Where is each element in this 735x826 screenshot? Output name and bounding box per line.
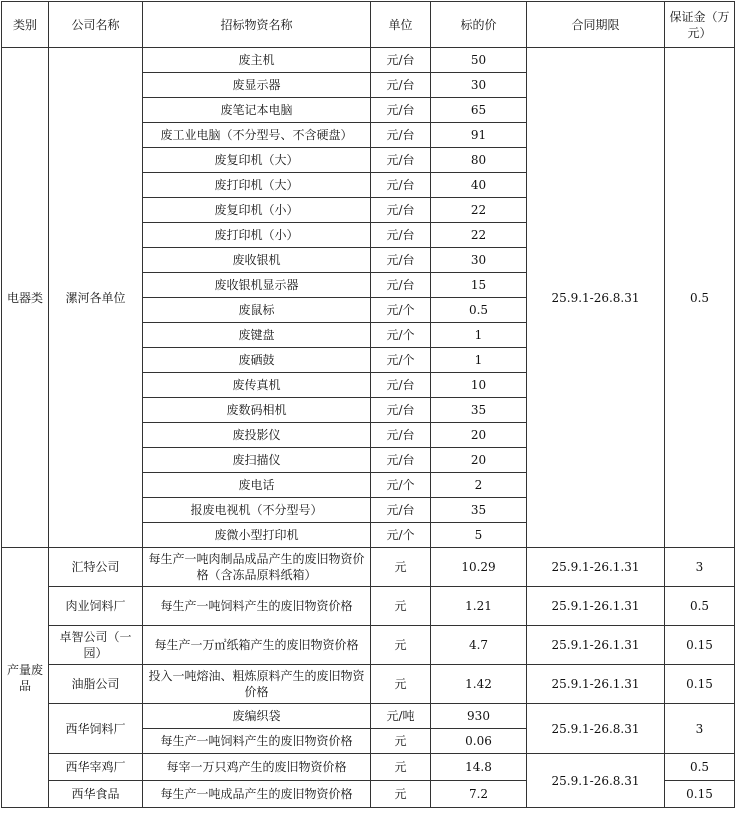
header-item: 招标物资名称 [143,2,371,48]
item-name: 每生产一吨饲料产生的废旧物资价格 [143,587,371,626]
item-unit: 元/吨 [371,704,431,729]
category-waste: 产量废品 [2,548,49,808]
item-name: 投入一吨熔油、粗炼原料产生的废旧物资价格 [143,665,371,704]
item-name: 废笔记本电脑 [143,98,371,123]
company-name: 西华食品 [49,781,143,808]
item-price: 35 [431,398,527,423]
header-period: 合同期限 [527,2,665,48]
item-name: 废键盘 [143,323,371,348]
item-name: 废电话 [143,473,371,498]
company-name: 肉业饲料厂 [49,587,143,626]
contract-period: 25.9.1-26.8.31 [527,754,665,808]
table-row [2,665,735,704]
item-name: 每生产一吨成品产生的废旧物资价格 [143,781,371,808]
company-name: 汇特公司 [49,548,143,587]
item-price: 7.2 [431,781,527,808]
deposit: 0.15 [665,626,735,665]
item-price: 50 [431,48,527,73]
header-row [2,2,735,48]
item-unit: 元 [371,781,431,808]
item-unit: 元/台 [371,248,431,273]
table-row [2,704,735,729]
item-price: 930 [431,704,527,729]
item-name: 每生产一万㎡纸箱产生的废旧物资价格 [143,626,371,665]
item-price: 1 [431,323,527,348]
item-unit: 元/台 [371,48,431,73]
deposit: 0.15 [665,665,735,704]
item-name: 废主机 [143,48,371,73]
item-unit: 元/台 [371,148,431,173]
item-price: 14.8 [431,754,527,781]
item-unit: 元/个 [371,473,431,498]
company-name: 油脂公司 [49,665,143,704]
contract-period: 25.9.1-26.1.31 [527,548,665,587]
item-price: 0.06 [431,729,527,754]
item-name: 废编织袋 [143,704,371,729]
deposit: 0.5 [665,587,735,626]
header-unit: 单位 [371,2,431,48]
item-name: 废复印机（大） [143,148,371,173]
header-price: 标的价 [431,2,527,48]
item-price: 15 [431,273,527,298]
item-price: 30 [431,73,527,98]
item-price: 40 [431,173,527,198]
contract-period: 25.9.1-26.1.31 [527,626,665,665]
period-electrical: 25.9.1-26.8.31 [527,48,665,548]
deposit: 3 [665,548,735,587]
item-name: 废复印机（小） [143,198,371,223]
item-unit: 元/个 [371,348,431,373]
deposit: 0.5 [665,754,735,781]
item-name: 废微小型打印机 [143,523,371,548]
item-unit: 元/个 [371,323,431,348]
item-name: 废显示器 [143,73,371,98]
header-deposit: 保证金（万元） [665,2,735,48]
item-price: 65 [431,98,527,123]
item-unit: 元/台 [371,423,431,448]
item-unit: 元/台 [371,123,431,148]
item-name: 废工业电脑（不分型号、不含硬盘） [143,123,371,148]
item-price: 35 [431,498,527,523]
item-price: 10.29 [431,548,527,587]
item-price: 20 [431,423,527,448]
item-unit: 元/台 [371,198,431,223]
table-row [2,48,735,73]
item-name: 废收银机 [143,248,371,273]
item-name: 废传真机 [143,373,371,398]
item-unit: 元/台 [371,398,431,423]
company-name: 西华饲料厂 [49,704,143,754]
contract-period: 25.9.1-26.1.31 [527,587,665,626]
table-row [2,587,735,626]
item-name: 每生产一吨肉制品成品产生的废旧物资价格（含冻品原料纸箱） [143,548,371,587]
item-unit: 元/台 [371,448,431,473]
item-unit: 元/个 [371,523,431,548]
item-unit: 元 [371,729,431,754]
item-unit: 元 [371,548,431,587]
item-name: 废硒鼓 [143,348,371,373]
header-category: 类别 [2,2,49,48]
deposit: 3 [665,704,735,754]
item-price: 1.42 [431,665,527,704]
item-price: 0.5 [431,298,527,323]
item-price: 10 [431,373,527,398]
table-row [2,548,735,587]
item-name: 废打印机（小） [143,223,371,248]
header-company: 公司名称 [49,2,143,48]
item-name: 废收银机显示器 [143,273,371,298]
item-unit: 元 [371,587,431,626]
item-unit: 元 [371,665,431,704]
item-price: 20 [431,448,527,473]
item-name: 废数码相机 [143,398,371,423]
contract-period: 25.9.1-26.1.31 [527,665,665,704]
item-unit: 元/台 [371,98,431,123]
item-name: 报废电视机（不分型号） [143,498,371,523]
item-name: 每生产一吨饲料产生的废旧物资价格 [143,729,371,754]
item-unit: 元/台 [371,73,431,98]
item-price: 22 [431,223,527,248]
category-electrical: 电器类 [2,48,49,548]
item-unit: 元/台 [371,273,431,298]
item-name: 废投影仪 [143,423,371,448]
item-unit: 元/台 [371,173,431,198]
item-unit: 元 [371,754,431,781]
item-unit: 元/台 [371,498,431,523]
item-unit: 元/个 [371,298,431,323]
item-price: 22 [431,198,527,223]
item-price: 80 [431,148,527,173]
bid-price-table [1,1,735,808]
deposit-electrical: 0.5 [665,48,735,548]
item-price: 5 [431,523,527,548]
table-row [2,626,735,665]
item-price: 2 [431,473,527,498]
item-unit: 元/台 [371,373,431,398]
item-unit: 元/台 [371,223,431,248]
item-price: 30 [431,248,527,273]
company-name: 卓智公司（一园） [49,626,143,665]
item-name: 每宰一万只鸡产生的废旧物资价格 [143,754,371,781]
item-name: 废鼠标 [143,298,371,323]
item-name: 废扫描仪 [143,448,371,473]
item-unit: 元 [371,626,431,665]
table-row [2,754,735,781]
item-price: 4.7 [431,626,527,665]
item-price: 1 [431,348,527,373]
item-price: 1.21 [431,587,527,626]
item-price: 91 [431,123,527,148]
deposit: 0.15 [665,781,735,808]
company-name: 西华宰鸡厂 [49,754,143,781]
company-luohe: 漯河各单位 [49,48,143,548]
item-name: 废打印机（大） [143,173,371,198]
contract-period: 25.9.1-26.8.31 [527,704,665,754]
